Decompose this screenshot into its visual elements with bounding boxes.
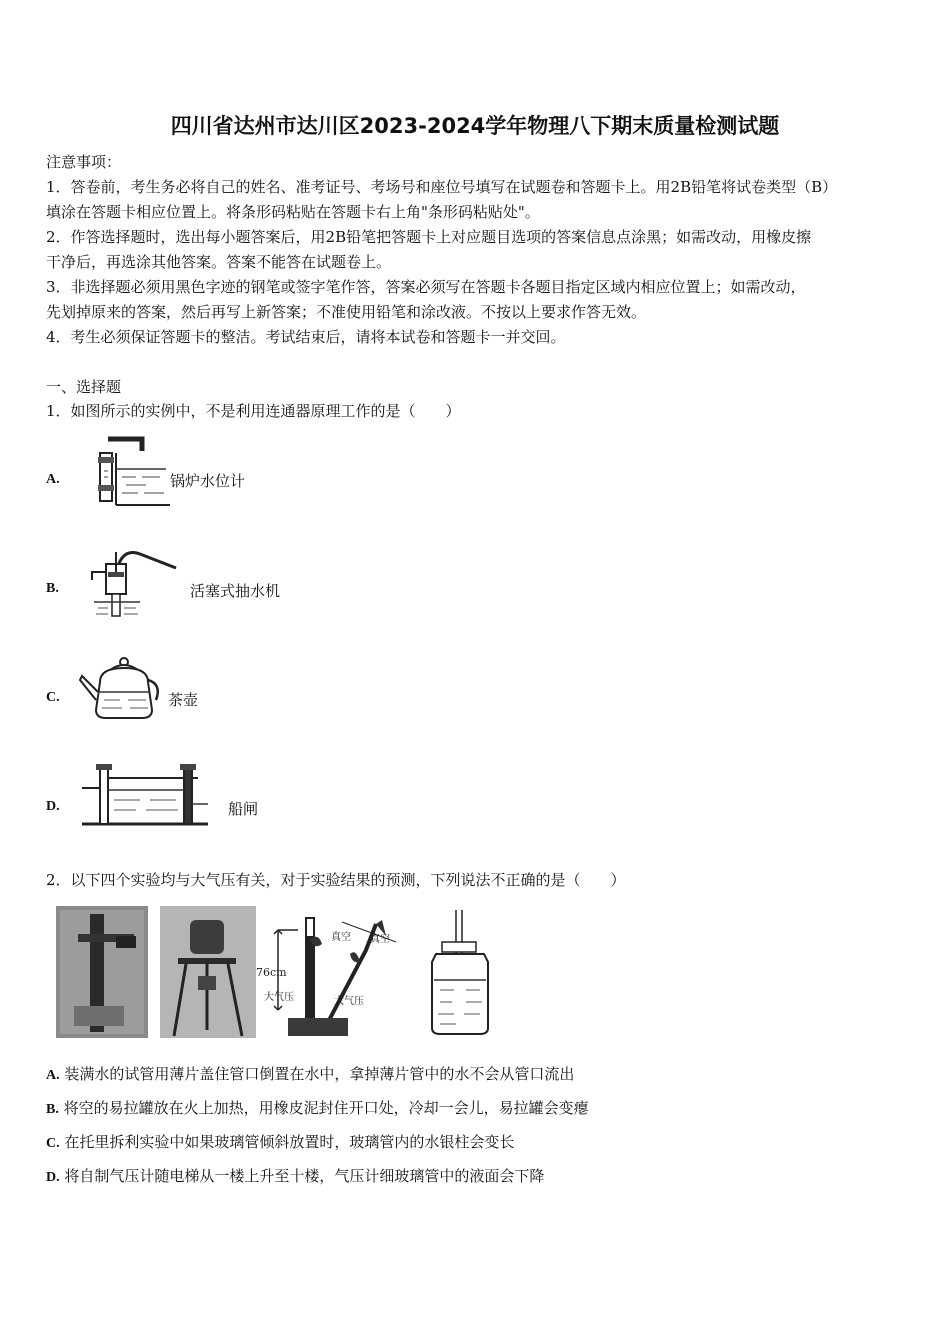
q1-option-c-label: 茶壶 — [168, 691, 199, 709]
notice-line: 2．作答选择题时，选出每小题答案后，用2B铅笔把答题卡上对应题目选项的答案信息点涂黑；如需改动，用橡皮擦 — [46, 228, 812, 246]
q1-option-c-letter: C. — [46, 690, 60, 705]
q1-option-b-letter: B. — [46, 581, 59, 596]
q2-option-c — [46, 1130, 514, 1156]
notice-line: 填涂在答题卡相应位置上。将条形码粘贴在答题卡右上角"条形码粘贴处"。 — [46, 203, 540, 221]
q2-option-c-letter: C. — [46, 1136, 60, 1151]
q1-option-a-letter: A. — [46, 472, 60, 487]
question-2-stem: 2．以下四个实验均与大气压有关，对于实验结果的预测，下列说法不正确的是（ ） — [46, 871, 626, 889]
atm-label-2: 大气压 — [334, 996, 364, 1007]
q2-option-d-letter: D. — [46, 1170, 60, 1185]
notice-heading: 注意事项： — [46, 153, 122, 171]
ship-lock-figure — [80, 760, 210, 832]
page-title: 四川省达州市达川区2023-2024学年物理八下期末质量检测试题 — [170, 114, 780, 138]
q2-option-c-text: 在托里拆利实验中如果玻璃管倾斜放置时，玻璃管内的水银柱会变长 — [64, 1133, 515, 1151]
q2-option-d-text: 将自制气压计随电梯从一楼上升至十楼，气压计细玻璃管中的液面会下降 — [64, 1167, 545, 1185]
q2-option-a — [46, 1062, 574, 1088]
boiler-gauge-figure — [80, 433, 172, 511]
height-label: 76cm — [256, 966, 287, 979]
vacuum-label-1: 真空 — [331, 932, 351, 943]
atm-label-1: 大气压 — [264, 992, 294, 1003]
notice-line: 干净后，再选涂其他答案。答案不能答在试题卷上。 — [46, 253, 392, 271]
q1-option-a-label: 锅炉水位计 — [170, 472, 246, 490]
q2-option-a-letter: A. — [46, 1068, 60, 1083]
section-heading: 一、选择题 — [46, 378, 122, 396]
q1-option-b-label: 活塞式抽水机 — [190, 582, 281, 600]
q2-option-b — [46, 1096, 589, 1122]
q2-option-b-letter: B. — [46, 1102, 59, 1117]
q1-option-d-label: 船闸 — [228, 800, 259, 818]
notice-line: 4．考生必须保证答题卡的整洁。考试结束后，请将本试卷和答题卡一并交回。 — [46, 328, 566, 346]
q2-option-b-text: 将空的易拉罐放在火上加热，用橡皮泥封住开口处，冷却一会儿，易拉罐会变瘪 — [63, 1099, 589, 1117]
question-1-stem: 1．如图所示的实例中，不是利用连通器原理工作的是（ ） — [46, 402, 461, 420]
vacuum-label-2: 真空 — [370, 934, 390, 945]
notice-line: 先划掉原来的答案，然后再写上新答案；不准使用铅笔和涂改液。不按以上要求作答无效。 — [46, 303, 647, 321]
piston-pump-figure — [80, 544, 180, 620]
q2-option-a-text: 装满水的试管用薄片盖住管口倒置在水中，拿掉薄片管中的水不会从管口流出 — [64, 1065, 575, 1083]
notice-line: 1．答卷前，考生务必将自己的姓名、准考证号、考场号和座位号填写在试题卷和答题卡上。用2B铅笔将试卷类型（B） — [46, 178, 838, 196]
q2-option-d — [46, 1164, 544, 1190]
notice-line: 3．非选择题必须用黑色字迹的钢笔或签字笔作答，答案必须写在答题卡各题目指定区域内相应位置上；如需改动， — [46, 278, 806, 296]
atmospheric-experiments-figure — [56, 906, 496, 1042]
teapot-figure — [76, 652, 162, 722]
q1-option-d-letter: D. — [46, 799, 60, 814]
